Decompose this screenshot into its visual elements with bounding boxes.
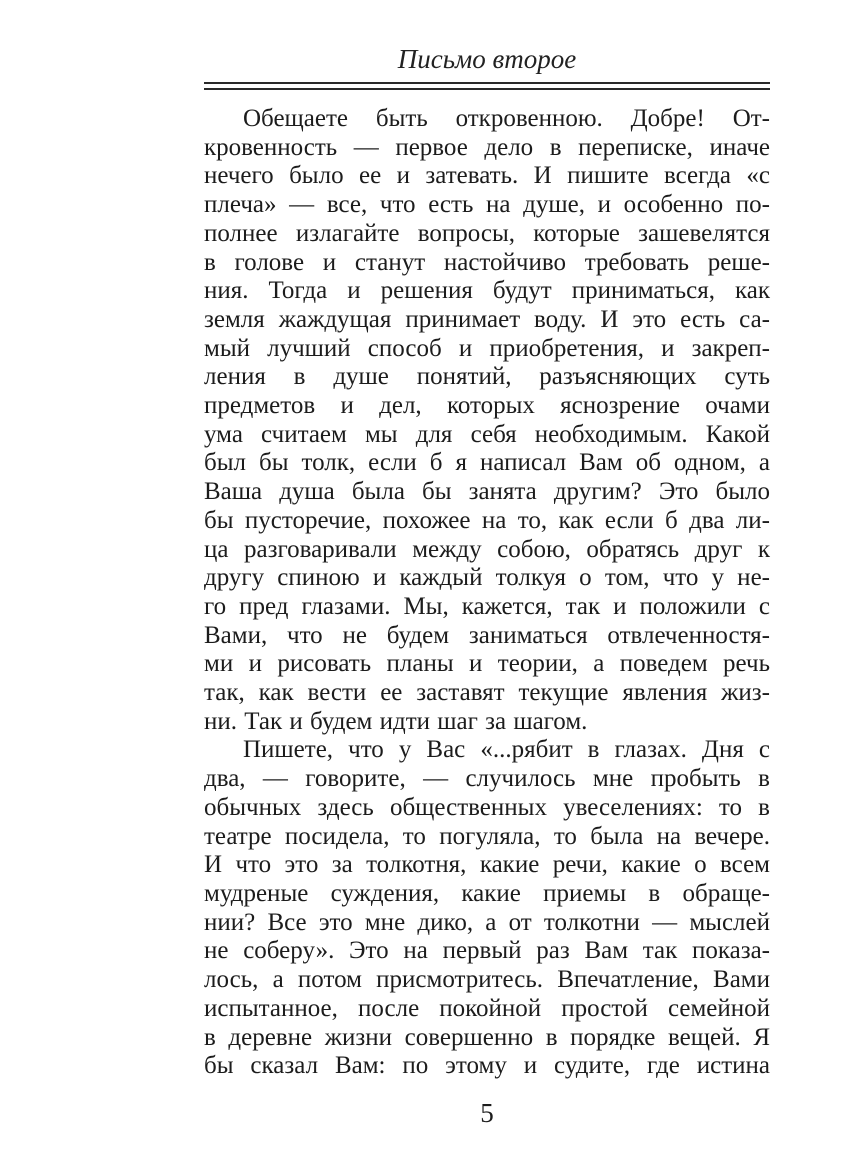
text-line: ми и рисовать планы и теории, а поведем речь (204, 650, 770, 678)
body-text (204, 105, 770, 1081)
text-line: бы пусторечие, похожее на то, как если б два ли- (204, 506, 770, 534)
text-line: ления в душе понятий, разъясняющих суть (204, 363, 770, 391)
text-line: нии? Все это мне дико, а от толкотни — мыслей (204, 908, 770, 936)
text-line: ния. Тогда и решения будут приниматься, как (204, 277, 770, 305)
text-line: мудреные суждения, какие приемы в обраще- (204, 879, 770, 907)
text-line: предметов и дел, которых яснозрение очами (204, 392, 770, 420)
text-line: не соберу». Это на первый раз Вам так показа- (204, 937, 770, 965)
text-line: так, как вести ее заставят текущие явления жиз- (204, 679, 770, 707)
text-line: ума считаем мы для себя необходимым. Какой (204, 420, 770, 448)
text-line: мый лучший способ и приобретения, и закреп- (204, 334, 770, 362)
text-line: другу спиною и каждый толкуя о том, что у не- (204, 564, 770, 592)
text-line: ца разговаривали между собою, обратясь друг к (204, 535, 770, 563)
text-line: И что это за толкотня, какие речи, какие о всем (204, 851, 770, 879)
text-line: два, — говорите, — случилось мне пробыть в (204, 765, 770, 793)
page-number: 5 (480, 1098, 494, 1128)
text-line: бы сказал Вам: по этому и судите, где истина (204, 1052, 770, 1080)
text-line: земля жаждущая принимает воду. И это есть са- (204, 305, 770, 333)
text-line: лось, а потом присмотритесь. Впечатление, Вами (204, 966, 770, 994)
text-line: Ваша душа была бы занята другим? Это было (204, 478, 770, 506)
text-line: в деревне жизни совершенно в порядке вещей. Я (204, 1023, 770, 1051)
text-line: полнее излагайте вопросы, которые зашевелятся (204, 219, 770, 247)
text-line: го пред глазами. Мы, кажется, так и положили с (204, 592, 770, 620)
running-header: Письмо второе (397, 44, 577, 74)
text-line: кровенность — первое дело в переписке, иначе (204, 133, 770, 161)
text-line: обычных здесь общественных увеселениях: то в (204, 793, 770, 821)
text-line: испытанное, после покойной простой семейной (204, 994, 770, 1022)
text-line: Обещаете быть откровенною. Добре! От- (243, 105, 770, 132)
text-line: в голове и станут настойчиво требовать реше- (204, 248, 770, 276)
text-line: ни. Так и будем идти шаг за шагом. (204, 707, 588, 735)
text-column (204, 0, 770, 1081)
text-line: нечего было ее и затевать. И пишите всегда «с (204, 162, 770, 190)
double-rule (204, 82, 770, 90)
text-line: Вами, что не будем заниматься отвлеченностя- (204, 621, 770, 649)
text-line: Пишете, что у Вас «...рябит в глазах. Дня с (243, 736, 770, 764)
text-line: театре посидела, то погуляла, то была на вечере. (204, 822, 770, 850)
text-line: плеча» — все, что есть на душе, и особенно по- (204, 191, 770, 219)
text-line: был бы толк, если б я написал Вам об одном, а (204, 449, 770, 477)
